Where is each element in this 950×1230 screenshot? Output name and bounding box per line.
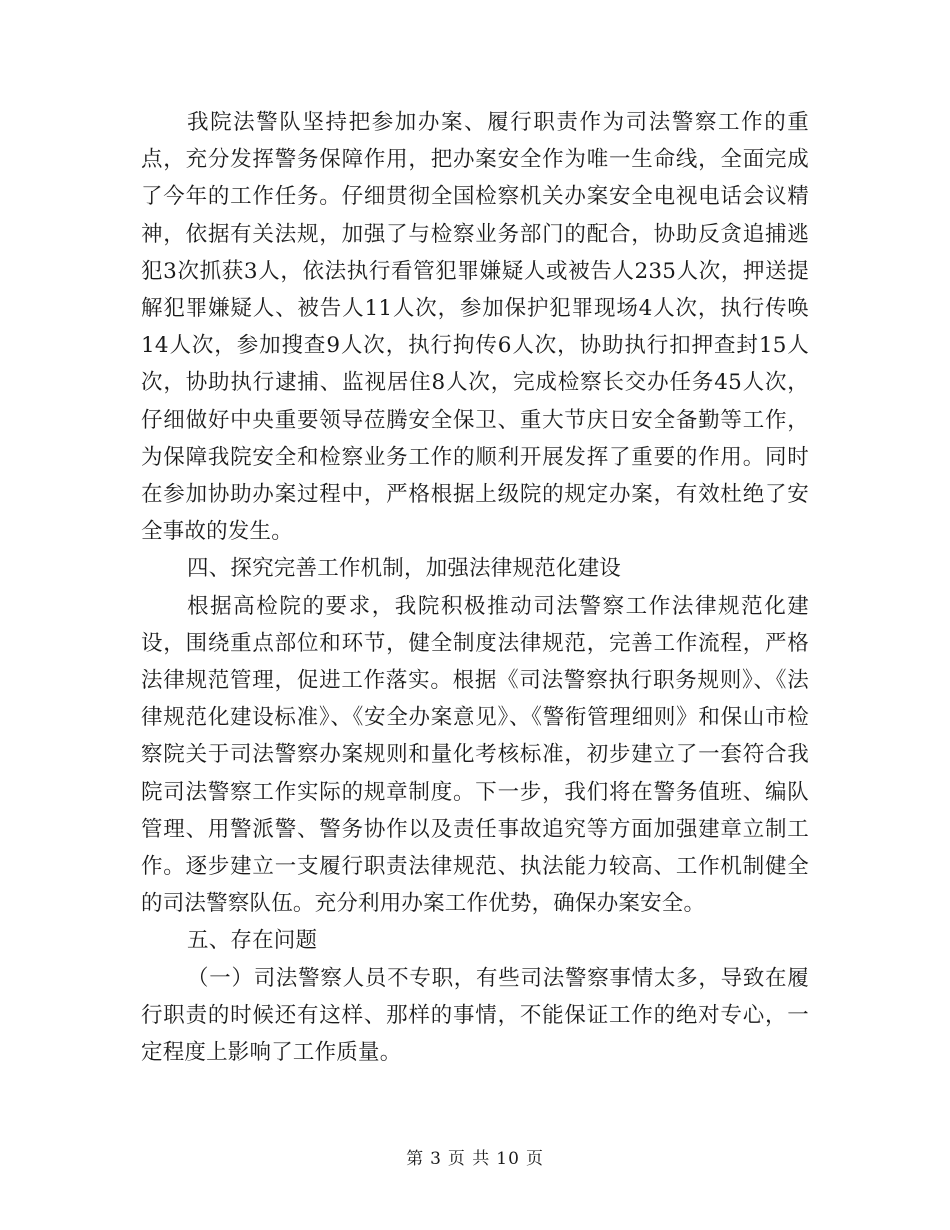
- paragraph-standardization: 根据高检院的要求，我院积极推动司法警察工作法律规范化建设，围绕重点部位和环节，健全制度法律规范，完善工作流程，严格法律规范管理，促进工作落实。根据《司法警察执行职务规则》、《法律规范化建设标准》、《安全办案意见》、《警衔管理细则》和保山市检察院关于司法警察办案规则和量化考核标准，初步建立了一套符合我院司法警察工作实际的规章制度。下一步，我们将在警务值班、编队管理、用警派警、警务协作以及责任事故追究等方面加强建章立制工作。逐步建立一支履行职责法律规范、执法能力较高、工作机制健全的司法警察队伍。充分利用办案工作优势，确保办案安全。: [141, 593, 809, 917]
- document-body: [141, 104, 809, 1071]
- paragraph-police-duties: 我院法警队坚持把参加办案、履行职责作为司法警察工作的重点，充分发挥警务保障作用，把办案安全作为唯一生命线，全面完成了今年的工作任务。仔细贯彻全国检察机关办案安全电视电话会议精神，依据有关法规，加强了与检察业务部门的配合，协助反贪追捕逃犯3次抓获3人，依法执行看管犯罪嫌疑人或被告人235人次，押送提解犯罪嫌疑人、被告人11人次，参加保护犯罪现场4人次，执行传唤14人次，参加搜查9人次，执行拘传6人次，协助执行扣押查封15人次，协助执行逮捕、监视居住8人次，完成检察长交办任务45人次，仔细做好中央重要领导莅腾安全保卫、重大节庆日安全备勤等工作，为保障我院安全和检察业务工作的顺利开展发挥了重要的作用。同时在参加协助办案过程中，严格根据上级院的规定办案，有效杜绝了安全事故的发生。: [141, 110, 809, 545]
- footer-prefix: 第: [406, 1149, 425, 1169]
- footer-current-page: 3: [430, 1149, 442, 1169]
- page-footer: [0, 1148, 950, 1170]
- footer-middle: 页 共: [447, 1149, 491, 1169]
- paragraph-problem-one: （一）司法警察人员不专职，有些司法警察事情太多，导致在履行职责的时候还有这样、那样的事情，不能保证工作的绝对专心，一定程度上影响了工作质量。: [141, 965, 809, 1066]
- footer-suffix: 页: [525, 1149, 544, 1169]
- section-heading-four: 四、探究完善工作机制，加强法律规范化建设: [187, 556, 622, 582]
- section-heading-five: 五、存在问题: [187, 928, 318, 954]
- footer-total-pages: 10: [496, 1149, 520, 1169]
